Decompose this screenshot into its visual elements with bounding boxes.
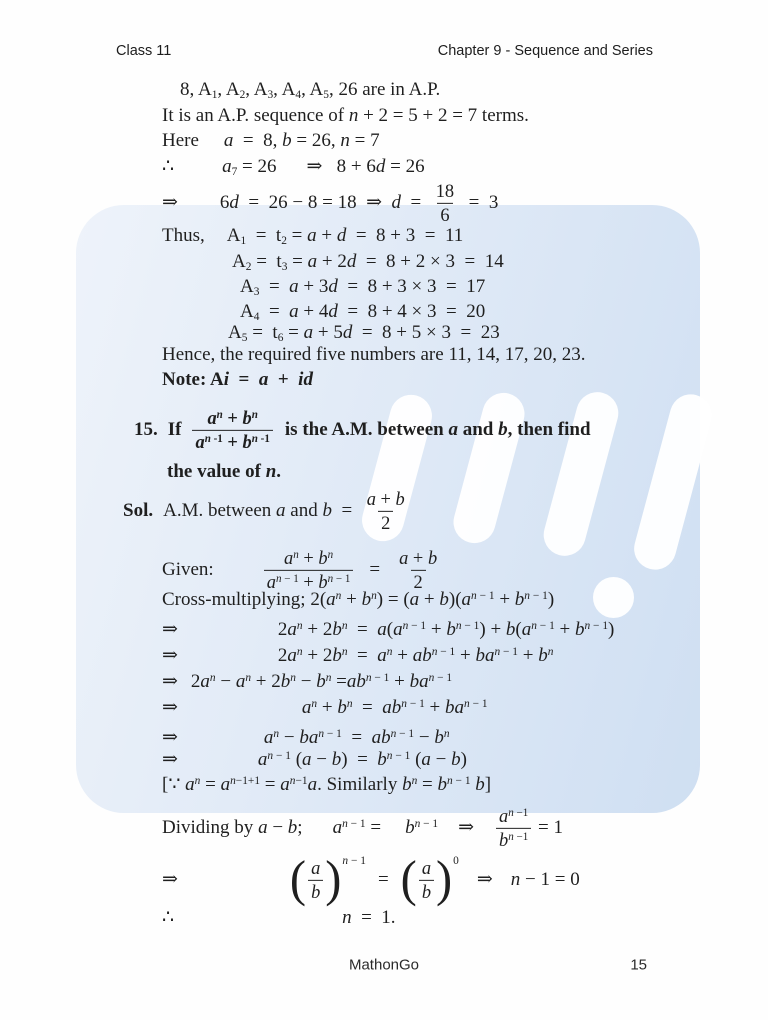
math-line: ⇒ ( $\frac{a}{b}$ ) n − 1 = ( $\frac{a}{b}$ ) 0 ⇒ n − 1 = 0 bbox=[162, 851, 580, 907]
math-line: ∴ a7 = 26 ⇒ 8 + 6d = 26 bbox=[162, 156, 425, 179]
math-line: ⇒ $a^n + b^n = ab^{n - 1} + ba^{n - 1}$ bbox=[162, 697, 488, 719]
header-class-label: Class 11 bbox=[116, 43, 172, 59]
math-line: Dividing by a − b; $a^{n - 1}$ = $b^{n - 1}$ ⇒ $\frac{a^{n -1}}{b^{n -1}}$ = 1 bbox=[162, 805, 563, 850]
math-line: Hence, the required five numbers are 11, 14, 17, 20, 23. bbox=[162, 344, 586, 366]
logo-stripe-icon bbox=[629, 390, 716, 575]
math-line: ⇒ 6d = 26 − 8 = 18 ⇒ d = $\frac{18}{6}$ = 3 bbox=[162, 180, 499, 225]
math-line: ∴ n = 1. bbox=[162, 907, 396, 929]
math-line: A2 = t3 = a + 2d = 8 + 2 × 3 = 14 bbox=[232, 251, 504, 274]
math-line: Given: $\frac{a^n + b^n}{a^{n - 1} + b^{n - 1}}$ = $\frac{a + b}{2}$ bbox=[162, 547, 438, 592]
math-line: ⇒ $2a^n - a^n + 2b^n - b^n =ab^{n - 1} + ba^{n - 1}$ bbox=[162, 671, 453, 693]
math-line: ⇒ $2a^n + 2b^n = a^n + ab^{n - 1} + ba^{n - 1} + b^n$ bbox=[162, 645, 554, 667]
math-line: 15. If $\frac{a^n + b^n}{a^{n -1} + b^{n -1}}$ is the A.M. between a and b, then find bbox=[134, 407, 591, 452]
math-line: Here a = 8, b = 26, n = 7 bbox=[162, 130, 380, 152]
math-line: A3 = a + 3d = 8 + 3 × 3 = 17 bbox=[240, 276, 486, 299]
math-line: Cross-multiplying; $2(a^n + b^n) = (a + b)(a^{n - 1} + b^{n - 1})$ bbox=[162, 589, 555, 611]
math-line: the value of n. bbox=[167, 461, 282, 483]
math-line: ⇒ $2a^n + 2b^n = a(a^{n - 1} + b^{n - 1}) + b(a^{n - 1} + b^{n - 1})$ bbox=[162, 619, 615, 641]
math-line: ⇒ $a^{n - 1}$ $(a - b) = b^{n - 1}$ (a − b) bbox=[162, 749, 467, 771]
math-line: A4 = a + 4d = 8 + 4 × 3 = 20 bbox=[240, 301, 486, 324]
header-chapter-label: Chapter 9 - Sequence and Series bbox=[437, 43, 653, 59]
math-line: Sol. A.M. between a and b = $\frac{a + b}{2}$ bbox=[123, 488, 405, 533]
footer-brand: MathonGo bbox=[348, 956, 420, 974]
logo-dot-icon bbox=[593, 577, 634, 618]
math-line: Note: Ai = a + id bbox=[162, 369, 313, 391]
math-line: [∵ $a^n = a^{n-1+1} = a^{n-1}a$. Similarly $b^n = b^{n - 1}$ b] bbox=[162, 774, 492, 796]
math-line: 8, A1, A2, A3, A4, A5, 26 are in A.P. bbox=[180, 79, 441, 102]
math-line: ⇒ $a^n - ba^{n - 1} = ab^{n - 1} - b^n$ bbox=[162, 727, 450, 749]
math-line: A5 = t6 = a + 5d = 8 + 5 × 3 = 23 bbox=[228, 322, 500, 345]
math-line: Thus, A1 = t2 = a + d = 8 + 3 = 11 bbox=[162, 225, 464, 248]
footer-page-number: 15 bbox=[630, 956, 647, 974]
math-line: It is an A.P. sequence of n + 2 = 5 + 2 = 7 terms. bbox=[162, 105, 529, 127]
